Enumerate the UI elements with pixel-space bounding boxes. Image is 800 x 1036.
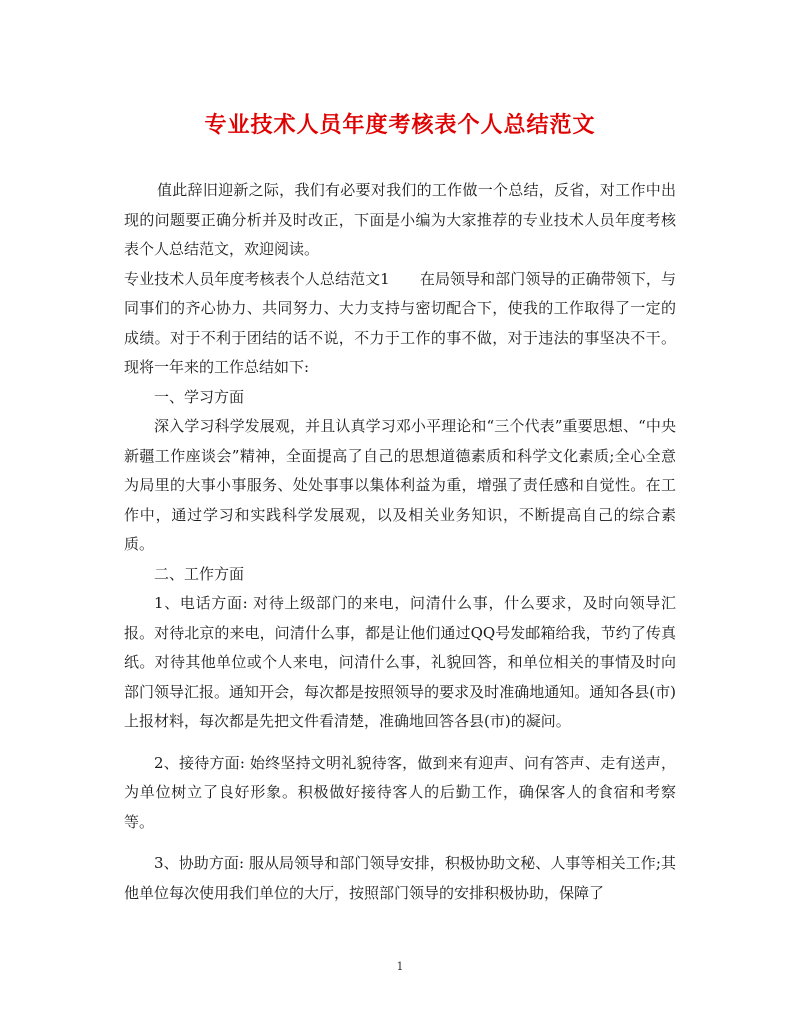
intro-paragraph: 值此辞旧迎新之际，我们有必要对我们的工作做一个总结，反省，对工作中出现的问题要正确分析并及时改正，下面是小编为大家推荐的专业技术人员年度考核表个人总结范文，欢迎阅读。 [124,181,676,258]
document-title: 专业技术人员年度考核表个人总结范文 [204,112,596,138]
page-number: 1 [396,960,404,973]
study-paragraph: 深入学习科学发展观，并且认真学习邓小平理论和“三个代表”重要思想、“中央新疆工作座谈会”精神，全面提高了自己的思想道德素质和科学文化素质;全心全意为局里的大事小事服务、处处事事以集体利益为重，增强了责任感和自觉性。在工作中，通过学习和实践科学发展观，以及相关业务知识，不断提高自己的综合素质。 [124,417,676,553]
phone-paragraph: 1、电话方面: 对待上级部门的来电，问清什么事，什么要求，及时向领导汇报。对待北京的来电，问清什么事，都是让他们通过QQ号发邮箱给我，节约了传真纸。对待其他单位或个人来电，问清什么事，礼貌回答，和单位相关的事情及时向部门领导汇报。通知开会，每次都是按照领导的要求及时准确地通知。通知各县(市)上报材料，每次都是先把文件看清楚，准确地回答各县(市)的凝问。 [124,594,676,730]
section-heading-study: 一、学习方面 [154,387,245,406]
document-body [124,176,676,908]
reception-paragraph: 2、接待方面: 始终坚持文明礼貌待客，做到来有迎声、问有答声、走有送声，为单位树立了良好形象。积极做好接待客人的后勤工作，确保客人的食宿和考察等。 [124,753,676,831]
assist-paragraph: 3、协助方面: 服从局领导和部门领导安排，积极协助文秘、人事等相关工作;其他单位每次使用我们单位的大厅，按照部门领导的安排积极协助，保障了 [124,854,676,902]
section-paragraph-summary: 专业技术人员年度考核表个人总结范文1 在局领导和部门领导的正确带领下，与同事们的齐心协力、共同努力、大力支持与密切配合下，使我的工作取得了一定的成绩。对于不利于团结的话不说，不力于工作的事不做，对于违法的事坚决不干。现将一年来的工作总结如下: [124,269,676,376]
section-heading-work: 二、工作方面 [154,564,245,583]
